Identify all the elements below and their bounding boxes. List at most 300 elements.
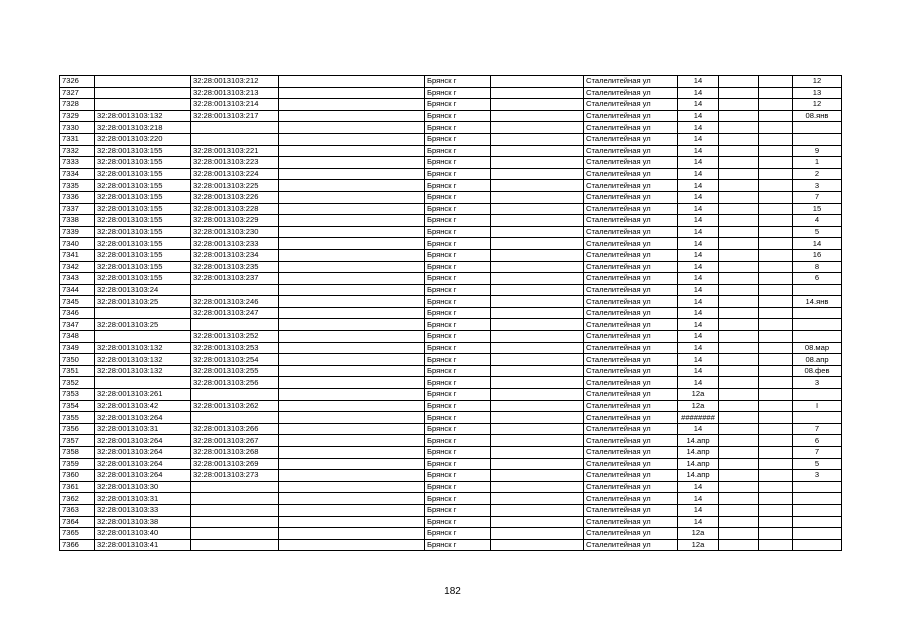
blank-column-cell	[491, 157, 584, 169]
blank-column-cell	[279, 76, 425, 88]
table-row	[60, 447, 842, 459]
parcel-number-cell: 32:28:0013103:264	[95, 412, 191, 424]
city-cell: Брянск г	[425, 238, 491, 250]
street-cell: Сталелитейная ул	[584, 284, 678, 296]
table-row	[60, 342, 842, 354]
cadastral-number-cell: 32:28:0013103:254	[191, 354, 279, 366]
blank-column-cell	[719, 481, 759, 493]
apartment-cell: 6	[793, 273, 842, 285]
parcel-number-cell: 32:28:0013103:155	[95, 191, 191, 203]
street-cell: Сталелитейная ул	[584, 133, 678, 145]
city-cell: Брянск г	[425, 226, 491, 238]
blank-column-cell	[491, 470, 584, 482]
street-cell: Сталелитейная ул	[584, 273, 678, 285]
house-number-cell: 12а	[678, 528, 719, 540]
blank-column-cell	[719, 110, 759, 122]
street-cell: Сталелитейная ул	[584, 470, 678, 482]
parcel-number-cell	[95, 377, 191, 389]
parcel-number-cell: 32:28:0013103:261	[95, 389, 191, 401]
blank-column-cell	[719, 493, 759, 505]
apartment-cell	[793, 493, 842, 505]
city-cell: Брянск г	[425, 133, 491, 145]
table-row	[60, 435, 842, 447]
street-cell: Сталелитейная ул	[584, 191, 678, 203]
city-cell: Брянск г	[425, 377, 491, 389]
city-cell: Брянск г	[425, 203, 491, 215]
blank-column-cell	[491, 389, 584, 401]
apartment-cell: 3	[793, 377, 842, 389]
blank-column-cell	[719, 191, 759, 203]
cadastral-number-cell: 32:28:0013103:228	[191, 203, 279, 215]
city-cell: Брянск г	[425, 435, 491, 447]
cadastral-number-cell	[191, 133, 279, 145]
street-cell: Сталелитейная ул	[584, 249, 678, 261]
apartment-cell: 12	[793, 76, 842, 88]
table-row	[60, 331, 842, 343]
city-cell: Брянск г	[425, 331, 491, 343]
parcel-number-cell	[95, 99, 191, 111]
data-table	[59, 75, 842, 551]
blank-column-cell	[491, 110, 584, 122]
house-number-cell: 14	[678, 180, 719, 192]
house-number-cell: 14	[678, 504, 719, 516]
parcel-number-cell: 32:28:0013103:264	[95, 435, 191, 447]
apartment-cell	[793, 412, 842, 424]
parcel-number-cell	[95, 331, 191, 343]
blank-column-cell	[491, 504, 584, 516]
city-cell: Брянск г	[425, 412, 491, 424]
street-cell: Сталелитейная ул	[584, 122, 678, 134]
blank-column-cell	[719, 215, 759, 227]
apartment-cell	[793, 539, 842, 551]
blank-column-cell	[491, 122, 584, 134]
blank-column-cell	[491, 447, 584, 459]
apartment-cell	[793, 481, 842, 493]
city-cell: Брянск г	[425, 145, 491, 157]
house-number-cell: 14	[678, 215, 719, 227]
cadastral-number-cell: 32:28:0013103:256	[191, 377, 279, 389]
row-number-cell: 7339	[60, 226, 95, 238]
blank-column-cell	[759, 76, 793, 88]
cadastral-number-cell	[191, 516, 279, 528]
blank-column-cell	[719, 133, 759, 145]
street-cell: Сталелитейная ул	[584, 365, 678, 377]
blank-column-cell	[279, 307, 425, 319]
blank-column-cell	[491, 284, 584, 296]
row-number-cell: 7364	[60, 516, 95, 528]
city-cell: Брянск г	[425, 400, 491, 412]
blank-column-cell	[491, 365, 584, 377]
table-row	[60, 528, 842, 540]
blank-column-cell	[279, 296, 425, 308]
house-number-cell: 14.апр	[678, 435, 719, 447]
house-number-cell: 14	[678, 342, 719, 354]
table-row	[60, 226, 842, 238]
blank-column-cell	[719, 307, 759, 319]
table-body	[60, 76, 842, 551]
house-number-cell: 14	[678, 87, 719, 99]
blank-column-cell	[719, 447, 759, 459]
cadastral-number-cell	[191, 539, 279, 551]
table-row	[60, 539, 842, 551]
street-cell: Сталелитейная ул	[584, 342, 678, 354]
house-number-cell: 14.апр	[678, 458, 719, 470]
city-cell: Брянск г	[425, 168, 491, 180]
blank-column-cell	[759, 168, 793, 180]
table-row	[60, 273, 842, 285]
blank-column-cell	[491, 145, 584, 157]
blank-column-cell	[491, 458, 584, 470]
cadastral-number-cell: 32:28:0013103:267	[191, 435, 279, 447]
house-number-cell: 14	[678, 423, 719, 435]
table-row	[60, 180, 842, 192]
row-number-cell: 7332	[60, 145, 95, 157]
blank-column-cell	[719, 400, 759, 412]
parcel-number-cell	[95, 87, 191, 99]
blank-column-cell	[719, 470, 759, 482]
blank-column-cell	[491, 238, 584, 250]
blank-column-cell	[279, 110, 425, 122]
blank-column-cell	[491, 342, 584, 354]
blank-column-cell	[759, 145, 793, 157]
blank-column-cell	[719, 389, 759, 401]
blank-column-cell	[491, 180, 584, 192]
street-cell: Сталелитейная ул	[584, 331, 678, 343]
blank-column-cell	[279, 203, 425, 215]
blank-column-cell	[491, 87, 584, 99]
blank-column-cell	[279, 157, 425, 169]
blank-column-cell	[279, 273, 425, 285]
blank-column-cell	[491, 481, 584, 493]
blank-column-cell	[719, 87, 759, 99]
house-number-cell: 14	[678, 284, 719, 296]
blank-column-cell	[491, 99, 584, 111]
parcel-number-cell: 32:28:0013103:41	[95, 539, 191, 551]
table-row	[60, 296, 842, 308]
blank-column-cell	[719, 145, 759, 157]
apartment-cell	[793, 504, 842, 516]
parcel-number-cell: 32:28:0013103:264	[95, 470, 191, 482]
house-number-cell: 14	[678, 493, 719, 505]
street-cell: Сталелитейная ул	[584, 377, 678, 389]
blank-column-cell	[719, 238, 759, 250]
blank-column-cell	[719, 435, 759, 447]
parcel-number-cell: 32:28:0013103:30	[95, 481, 191, 493]
row-number-cell: 7335	[60, 180, 95, 192]
blank-column-cell	[759, 284, 793, 296]
city-cell: Брянск г	[425, 180, 491, 192]
street-cell: Сталелитейная ул	[584, 87, 678, 99]
house-number-cell: 14	[678, 273, 719, 285]
apartment-cell: 4	[793, 215, 842, 227]
parcel-number-cell: 32:28:0013103:31	[95, 493, 191, 505]
blank-column-cell	[759, 87, 793, 99]
blank-column-cell	[759, 504, 793, 516]
house-number-cell: 14.апр	[678, 447, 719, 459]
table-row	[60, 493, 842, 505]
table-row	[60, 145, 842, 157]
blank-column-cell	[759, 180, 793, 192]
row-number-cell: 7353	[60, 389, 95, 401]
parcel-number-cell: 32:28:0013103:155	[95, 203, 191, 215]
parcel-number-cell: 32:28:0013103:42	[95, 400, 191, 412]
cadastral-number-cell: 32:28:0013103:212	[191, 76, 279, 88]
row-number-cell: 7340	[60, 238, 95, 250]
row-number-cell: 7342	[60, 261, 95, 273]
blank-column-cell	[491, 307, 584, 319]
city-cell: Брянск г	[425, 447, 491, 459]
cadastral-number-cell: 32:28:0013103:268	[191, 447, 279, 459]
city-cell: Брянск г	[425, 365, 491, 377]
house-number-cell: 14	[678, 319, 719, 331]
apartment-cell: 08.янв	[793, 110, 842, 122]
city-cell: Брянск г	[425, 539, 491, 551]
house-number-cell: 14	[678, 331, 719, 343]
house-number-cell: 14	[678, 99, 719, 111]
apartment-cell: 08.фев	[793, 365, 842, 377]
blank-column-cell	[719, 319, 759, 331]
blank-column-cell	[719, 99, 759, 111]
apartment-cell	[793, 122, 842, 134]
apartment-cell	[793, 319, 842, 331]
house-number-cell: 14	[678, 249, 719, 261]
blank-column-cell	[719, 458, 759, 470]
blank-column-cell	[719, 180, 759, 192]
parcel-number-cell: 32:28:0013103:155	[95, 157, 191, 169]
table-row	[60, 389, 842, 401]
street-cell: Сталелитейная ул	[584, 180, 678, 192]
blank-column-cell	[279, 481, 425, 493]
cadastral-number-cell: 32:28:0013103:235	[191, 261, 279, 273]
table-row	[60, 307, 842, 319]
apartment-cell: 7	[793, 191, 842, 203]
parcel-number-cell: 32:28:0013103:155	[95, 249, 191, 261]
house-number-cell: 14	[678, 365, 719, 377]
street-cell: Сталелитейная ул	[584, 215, 678, 227]
blank-column-cell	[759, 458, 793, 470]
city-cell: Брянск г	[425, 504, 491, 516]
city-cell: Брянск г	[425, 284, 491, 296]
parcel-number-cell: 32:28:0013103:31	[95, 423, 191, 435]
blank-column-cell	[491, 273, 584, 285]
blank-column-cell	[759, 215, 793, 227]
blank-column-cell	[759, 481, 793, 493]
city-cell: Брянск г	[425, 191, 491, 203]
row-number-cell: 7352	[60, 377, 95, 389]
blank-column-cell	[279, 122, 425, 134]
table-row	[60, 504, 842, 516]
blank-column-cell	[719, 365, 759, 377]
apartment-cell: 7	[793, 423, 842, 435]
blank-column-cell	[719, 504, 759, 516]
street-cell: Сталелитейная ул	[584, 226, 678, 238]
blank-column-cell	[279, 528, 425, 540]
city-cell: Брянск г	[425, 389, 491, 401]
house-number-cell: 14	[678, 203, 719, 215]
parcel-number-cell: 32:28:0013103:132	[95, 365, 191, 377]
cadastral-number-cell	[191, 412, 279, 424]
cadastral-number-cell: 32:28:0013103:262	[191, 400, 279, 412]
table-row	[60, 400, 842, 412]
blank-column-cell	[759, 400, 793, 412]
city-cell: Брянск г	[425, 215, 491, 227]
apartment-cell: 6	[793, 435, 842, 447]
house-number-cell: 14	[678, 157, 719, 169]
row-number-cell: 7345	[60, 296, 95, 308]
parcel-number-cell: 32:28:0013103:24	[95, 284, 191, 296]
parcel-number-cell: 32:28:0013103:25	[95, 319, 191, 331]
blank-column-cell	[279, 516, 425, 528]
apartment-cell	[793, 284, 842, 296]
house-number-cell: 14	[678, 122, 719, 134]
row-number-cell: 7338	[60, 215, 95, 227]
parcel-number-cell: 32:28:0013103:155	[95, 238, 191, 250]
apartment-cell: 2	[793, 168, 842, 180]
parcel-number-cell: 32:28:0013103:155	[95, 215, 191, 227]
row-number-cell: 7330	[60, 122, 95, 134]
parcel-number-cell: 32:28:0013103:25	[95, 296, 191, 308]
house-number-cell: 14	[678, 296, 719, 308]
street-cell: Сталелитейная ул	[584, 157, 678, 169]
blank-column-cell	[491, 331, 584, 343]
cadastral-number-cell	[191, 284, 279, 296]
cadastral-number-cell	[191, 493, 279, 505]
blank-column-cell	[279, 400, 425, 412]
blank-column-cell	[279, 133, 425, 145]
parcel-number-cell: 32:28:0013103:264	[95, 447, 191, 459]
cadastral-number-cell: 32:28:0013103:221	[191, 145, 279, 157]
city-cell: Брянск г	[425, 516, 491, 528]
parcel-number-cell: 32:28:0013103:132	[95, 354, 191, 366]
parcel-number-cell: 32:28:0013103:40	[95, 528, 191, 540]
table-row	[60, 249, 842, 261]
row-number-cell: 7326	[60, 76, 95, 88]
blank-column-cell	[491, 203, 584, 215]
city-cell: Брянск г	[425, 157, 491, 169]
blank-column-cell	[719, 412, 759, 424]
blank-column-cell	[491, 191, 584, 203]
blank-column-cell	[759, 470, 793, 482]
table-row	[60, 122, 842, 134]
blank-column-cell	[279, 87, 425, 99]
blank-column-cell	[279, 238, 425, 250]
city-cell: Брянск г	[425, 342, 491, 354]
blank-column-cell	[279, 249, 425, 261]
blank-column-cell	[719, 539, 759, 551]
blank-column-cell	[279, 331, 425, 343]
city-cell: Брянск г	[425, 307, 491, 319]
parcel-number-cell: 32:28:0013103:155	[95, 261, 191, 273]
apartment-cell: 3	[793, 180, 842, 192]
blank-column-cell	[279, 168, 425, 180]
cadastral-number-cell: 32:28:0013103:217	[191, 110, 279, 122]
street-cell: Сталелитейная ул	[584, 539, 678, 551]
blank-column-cell	[491, 528, 584, 540]
blank-column-cell	[491, 261, 584, 273]
apartment-cell: 1	[793, 157, 842, 169]
row-number-cell: 7333	[60, 157, 95, 169]
apartment-cell	[793, 389, 842, 401]
blank-column-cell	[279, 261, 425, 273]
house-number-cell: 14	[678, 168, 719, 180]
table-row	[60, 215, 842, 227]
apartment-cell: 3	[793, 470, 842, 482]
blank-column-cell	[719, 331, 759, 343]
apartment-cell: 7	[793, 447, 842, 459]
blank-column-cell	[759, 110, 793, 122]
blank-column-cell	[759, 191, 793, 203]
row-number-cell: 7329	[60, 110, 95, 122]
row-number-cell: 7347	[60, 319, 95, 331]
blank-column-cell	[279, 319, 425, 331]
blank-column-cell	[759, 447, 793, 459]
house-number-cell: 14	[678, 261, 719, 273]
blank-column-cell	[279, 458, 425, 470]
blank-column-cell	[759, 122, 793, 134]
blank-column-cell	[759, 319, 793, 331]
table-row	[60, 99, 842, 111]
street-cell: Сталелитейная ул	[584, 238, 678, 250]
blank-column-cell	[279, 226, 425, 238]
row-number-cell: 7341	[60, 249, 95, 261]
blank-column-cell	[279, 365, 425, 377]
blank-column-cell	[279, 470, 425, 482]
apartment-cell: 15	[793, 203, 842, 215]
table-row	[60, 87, 842, 99]
blank-column-cell	[719, 377, 759, 389]
table-row	[60, 319, 842, 331]
row-number-cell: 7344	[60, 284, 95, 296]
cadastral-number-cell: 32:28:0013103:252	[191, 331, 279, 343]
row-number-cell: 7363	[60, 504, 95, 516]
blank-column-cell	[279, 191, 425, 203]
row-number-cell: 7334	[60, 168, 95, 180]
blank-column-cell	[759, 238, 793, 250]
cadastral-number-cell: 32:28:0013103:224	[191, 168, 279, 180]
blank-column-cell	[491, 249, 584, 261]
parcel-number-cell: 32:28:0013103:155	[95, 273, 191, 285]
row-number-cell: 7350	[60, 354, 95, 366]
row-number-cell: 7337	[60, 203, 95, 215]
apartment-cell: 5	[793, 458, 842, 470]
house-number-cell: 14	[678, 481, 719, 493]
blank-column-cell	[279, 284, 425, 296]
house-number-cell: 12а	[678, 539, 719, 551]
cadastral-number-cell: 32:28:0013103:255	[191, 365, 279, 377]
row-number-cell: 7356	[60, 423, 95, 435]
city-cell: Брянск г	[425, 99, 491, 111]
table-row	[60, 516, 842, 528]
blank-column-cell	[719, 528, 759, 540]
apartment-cell	[793, 516, 842, 528]
apartment-cell: 16	[793, 249, 842, 261]
street-cell: Сталелитейная ул	[584, 400, 678, 412]
street-cell: Сталелитейная ул	[584, 99, 678, 111]
blank-column-cell	[491, 215, 584, 227]
apartment-cell: 13	[793, 87, 842, 99]
cadastral-number-cell: 32:28:0013103:229	[191, 215, 279, 227]
street-cell: Сталелитейная ул	[584, 423, 678, 435]
blank-column-cell	[759, 377, 793, 389]
cadastral-number-cell: 32:28:0013103:213	[191, 87, 279, 99]
city-cell: Брянск г	[425, 528, 491, 540]
blank-column-cell	[759, 539, 793, 551]
apartment-cell	[793, 331, 842, 343]
blank-column-cell	[719, 296, 759, 308]
blank-column-cell	[759, 261, 793, 273]
city-cell: Брянск г	[425, 249, 491, 261]
cadastral-number-cell	[191, 481, 279, 493]
